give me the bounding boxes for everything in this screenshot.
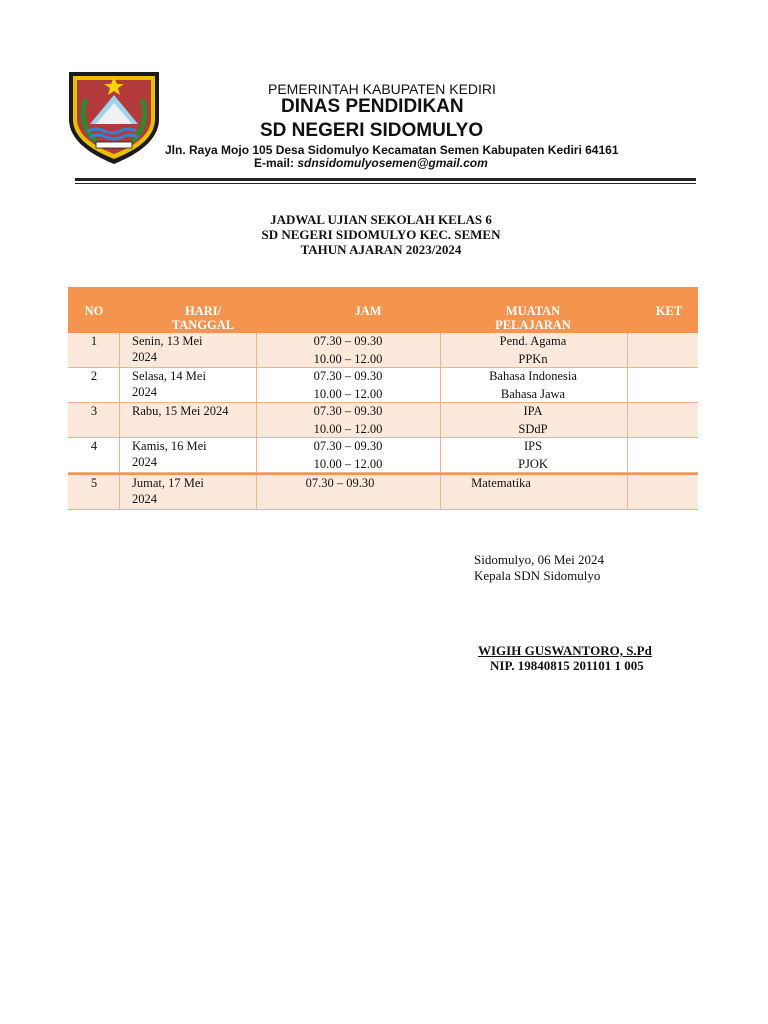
table-row [68,368,698,403]
row-day: Selasa, 14 Mei 2024 [132,369,206,399]
government-name: PEMERINTAH KABUPATEN KEDIRI [268,81,496,97]
signature-position: Kepala SDN Sidomulyo [474,568,601,583]
row-no: 3 [90,404,98,418]
header-subject-line2: PELAJARAN [495,318,571,332]
email-label: E-mail: [254,156,295,170]
row-day: Jumat, 17 Mei 2024 [132,476,204,506]
table-row [68,333,698,368]
row-no: 1 [90,334,98,348]
row-time: 07.30 – 09.30 10.00 – 12.00 [313,369,383,401]
department-name: DINAS PENDIDIKAN [281,96,464,117]
header-time: JAM [354,304,382,318]
header-no: NO [84,304,104,318]
school-email [254,156,488,170]
header-day-line2: TANGGAL [171,318,235,332]
title-line-1: JADWAL UJIAN SEKOLAH KELAS 6 [270,212,492,227]
row-time: 07.30 – 09.30 10.00 – 12.00 [313,439,383,471]
document-title [196,212,566,257]
row-subject: IPS PJOK [518,439,548,471]
title-line-3: TAHUN AJARAN 2023/2024 [300,242,462,257]
signature-block [474,552,604,584]
row-subject: Bahasa Indonesia Bahasa Jawa [489,369,577,401]
signatory-name: WIGIH GUSWANTORO, S.Pd [478,643,652,658]
signature-place-date: Sidomulyo, 06 Mei 2024 [474,552,605,567]
kabupaten-kediri-emblem-icon [66,69,162,165]
exam-schedule-table [68,287,698,510]
header-note: KET [655,304,683,318]
row-day: Rabu, 15 Mei 2024 [132,404,229,418]
title-line-2: SD NEGERI SIDOMULYO KEC. SEMEN [261,227,501,242]
table-row [68,438,698,473]
row-time: 07.30 – 09.30 [305,476,375,490]
row-time: 07.30 – 09.30 10.00 – 12.00 [313,404,383,436]
row-no: 2 [90,369,98,383]
table-row [68,473,698,510]
row-day: Kamis, 16 Mei 2024 [132,439,207,469]
letterhead-divider-thick [75,178,696,181]
header-subject-line1: MUATAN [505,304,561,318]
school-address: Jln. Raya Mojo 105 Desa Sidomulyo Kecamatan Semen Kabupaten Kediri 64161 [165,143,619,157]
row-subject: Pend. Agama PPKn [499,334,567,366]
row-subject: Matematika [471,476,531,490]
email-address: sdnsidomulyosemen@gmail.com [297,156,488,170]
signatory-nip: NIP. 19840815 201101 1 005 [490,658,644,673]
row-no: 5 [90,476,98,490]
table-row [68,403,698,438]
row-no: 4 [90,439,98,453]
school-name: SD NEGERI SIDOMULYO [260,120,484,141]
header-day-line1: HARI/ [184,304,222,318]
row-time: 07.30 – 09.30 10.00 – 12.00 [313,334,383,366]
table-header [68,287,698,333]
row-day: Senin, 13 Mei 2024 [132,334,203,364]
row-subject: IPA SDdP [518,404,548,436]
letterhead-divider-thin [75,183,696,184]
